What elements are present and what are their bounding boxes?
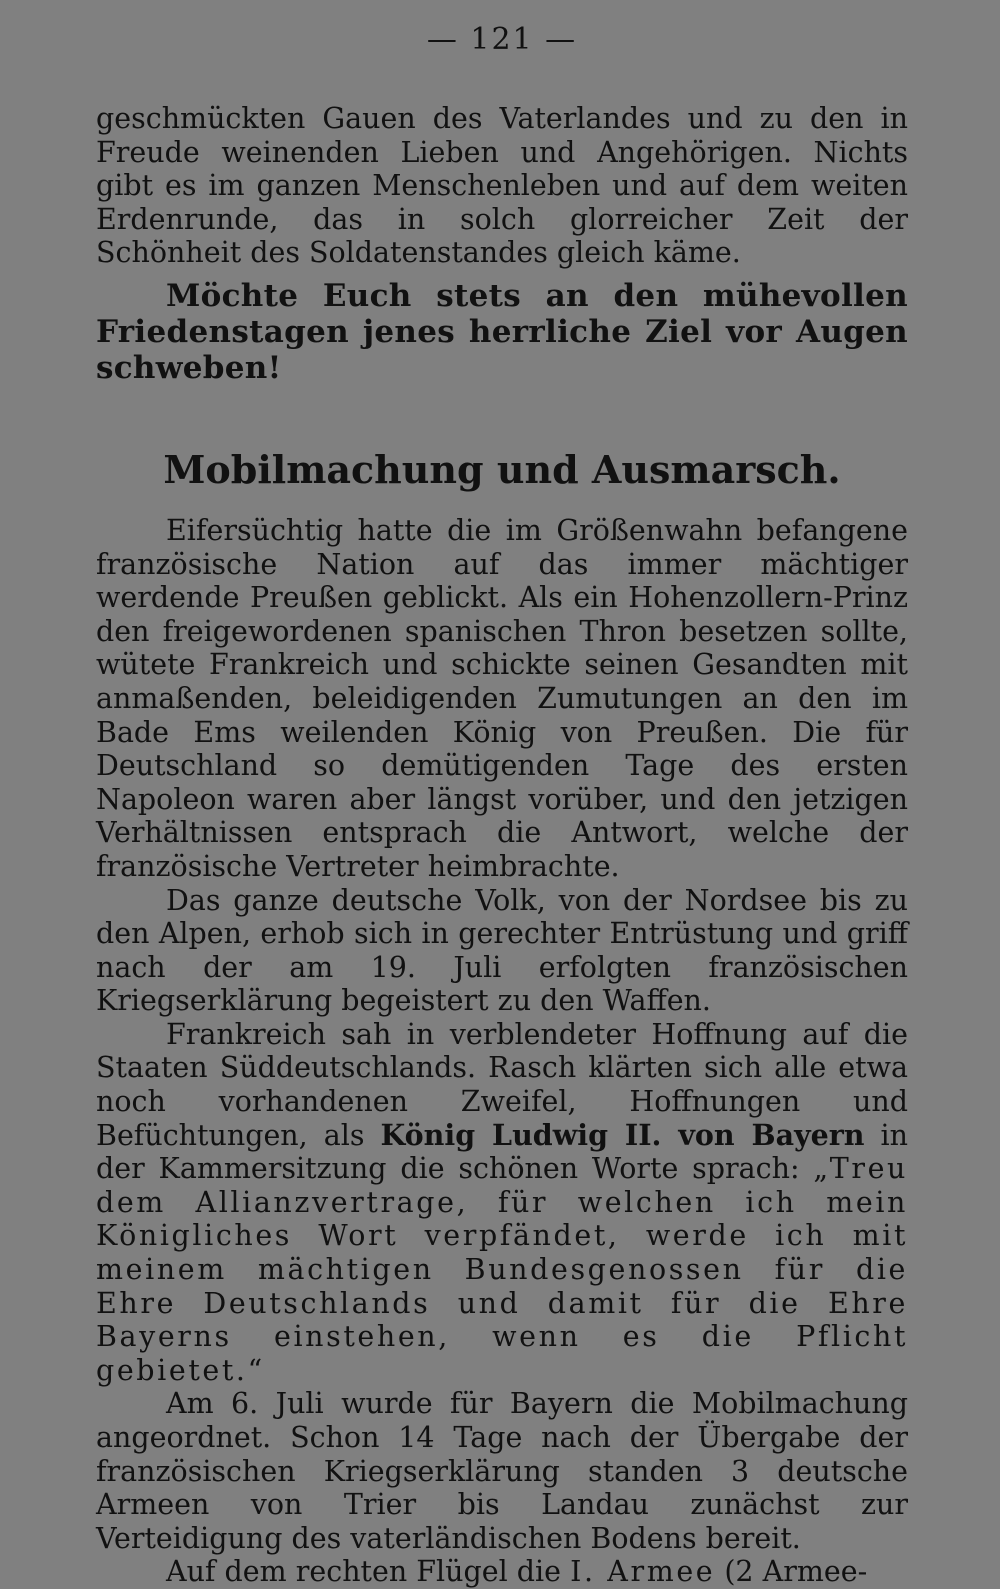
- page-number: — 121 —: [426, 22, 578, 57]
- paragraph-6: Am 6. Juli wurde für Bayern die Mobilmachung angeordnet. Schon 14 Tage nach der Übergabe der französischen Kriegserklärung standen 3 deutsche Armeen von Trier bis Landau zunächst zur Verteidigung des vaterländischen Bodens bereit.: [96, 1387, 908, 1555]
- king-quote: „Treu dem Allianzvertrage, für welchen ich mein Königliches Wort verpfändet, werde ich mit meinem mächtigen Bundesgenossen für die Ehre Deutschlands und damit für die Ehre Bayerns einstehen, wenn es die Pflicht gebietet.“: [96, 1152, 908, 1387]
- paragraph-7-end: (2 Armee-: [724, 1555, 868, 1589]
- paragraph-5-intro: Frankreich sah in verblendeter Hoffnung auf die Staaten Süddeutschlands. Rasch klärten sich alle etwa noch vorhandenen Zweifel, Hoffnungen und Befüchtungen, als: [96, 1017, 908, 1152]
- paragraph-7: [96, 1555, 908, 1589]
- paragraph-1: geschmückten Gauen des Vaterlandes und zu den in Freude weinenden Lieben und Angehörigen. Nichts gibt es im ganzen Menschenleben und auf dem weiten Erdenrunde, das in solch glorreicher Zeit der Schönheit des Soldatenstandes gleich käme.: [96, 102, 908, 270]
- king-name: König Ludwig II. von Bayern: [380, 1117, 865, 1152]
- book-page: [96, 22, 908, 1589]
- paragraph-7-start: Auf dem rechten Flügel die: [166, 1555, 562, 1589]
- paragraph-4: Das ganze deutsche Volk, von der Nordsee bis zu den Alpen, erhob sich in gerechter Entrüstung und griff nach der am 19. Juli erfolgten französischen Kriegserklärung begeistert zu den Waffen.: [96, 883, 908, 1018]
- paragraph-5-middle: in der Kammersitzung die schönen Worte sprach:: [96, 1118, 909, 1186]
- emphasized-paragraph: Möchte Euch stets an den mühevollen Friedenstagen jenes herrliche Ziel vor Augen schweben!: [96, 277, 908, 386]
- paragraph-3: Eifersüchtig hatte die im Größenwahn befangene französische Nation auf das immer mächtiger werdende Preußen geblickt. Als ein Hohenzollern-Prinz den freigewordenen spanischen Thron besetzen sollte, wütete Frankreich und schickte seinen Gesandten mit anmaßenden, beleidigenden Zumutungen an den im Bade Ems weilenden König von Preußen. Die für Deutschland so demütigenden Tage des ersten Napoleon waren aber längst vorüber, und den jetzigen Verhältnissen entsprach die Antwort, welche der französische Vertreter heimbrachte.: [96, 513, 908, 883]
- paragraph-5: [96, 1018, 908, 1388]
- section-title: Mobilmachung und Ausmarsch.: [163, 446, 841, 492]
- army-name: I. Armee: [570, 1555, 716, 1589]
